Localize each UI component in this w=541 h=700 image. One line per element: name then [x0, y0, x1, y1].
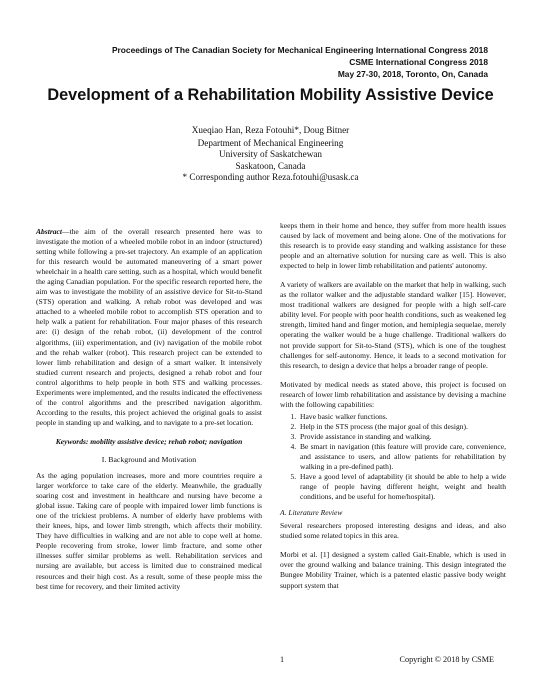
- keywords: Keywords: mobility assistive device; rehab robot; navigation: [55, 436, 243, 446]
- subsection-heading: A. Literature Review: [280, 508, 343, 518]
- right-column: [280, 221, 506, 600]
- author-city: Saskatoon, Canada: [235, 160, 306, 171]
- author-university: University of Saskatchewan: [218, 149, 323, 160]
- body-paragraph: Morbi et al. [1] designed a system called Gait-Enable, which is used in over the ground walking and balance training. This design integrated the Bungee Mobility Trainer, which is a patented elastic passive body weight support system that: [280, 550, 506, 590]
- list-item: 5. Have a good level of adaptability (it should be able to help a wide range of people having different height, weight and health conditions, and be useful for home/hospital).: [298, 472, 506, 502]
- author-block: [0, 125, 541, 183]
- page-number: 1: [280, 655, 285, 664]
- body-paragraph: Several researchers proposed interesting designs and ideas, and also studied some related topics in this area.: [280, 521, 506, 541]
- abstract-text: —the aim of the overall research presented here was to investigate the motion of a wheeled mobile robot in an indoor (structured) setting while following a pre-set trajectory. An example of an application for this research would be automated maneuvering of a smart power wheelchair in a health care setting, such as a hospital, which would benefit the aging Canadian population. For the specific research reported here, the aim was to investigate the mobility of an assistive device for Sit-to-Stand (STS) operation and walking. A rehab robot was developed and was attached to a wheeled mobile robot to accomplish STS operation and to help walk a patient for rehabilitation. Four major phases of this research are: (i) design of the rehab robot, (ii) development of the control algorithms, (iii) experimentation, and (iv) navigation of the mobile robot and the rehab walker (robot). This research project can be extended to lower limb rehabilitation and design of a smart walker. It intensively studied current research and projects, designed a rehab robot and four control algorithms to help people in both STS and walking processes. Experiments were implemented, and the results indicated the effectiveness of the control algorithms and the prescribed navigation algorithm. According to the results, this project achieved the original goals to assist people in standing up and walking, and to navigate to a pre-set location.: [36, 227, 262, 427]
- capabilities-list: [280, 412, 506, 502]
- section-heading: I. Background and Motivation: [101, 454, 197, 464]
- list-item: 3. Provide assistance in standing and walking.: [298, 432, 506, 442]
- corresponding-author: * Corresponding author Reza.fotouhi@usask.ca: [182, 171, 359, 182]
- body-paragraph: Motivated by medical needs as stated above, this project is focused on research of lower limb rehabilitation and assistance by devising a machine with the following capabilities:: [280, 379, 506, 409]
- copyright-notice: Copyright © 2018 by CSME: [399, 655, 494, 664]
- list-item: 2. Help in the STS process (the major goal of this design).: [298, 422, 506, 432]
- congress-name: CSME International Congress 2018: [349, 57, 488, 68]
- paper-title: Development of a Rehabilitation Mobility Assistive Device: [47, 86, 494, 104]
- author-department: Department of Mechanical Engineering: [197, 138, 344, 149]
- left-column: [36, 227, 262, 601]
- body-paragraph: keeps them in their home and hence, they suffer from more health issues caused by lack of movement and being alone. One of the motivations for this research is to provide easy standing and walking assistance for these people and an alternative solution for nursing care as well. This is also expected to help in lower limb rehabilitation and patients' autonomy.: [280, 221, 506, 271]
- list-item: 1. Have basic walker functions.: [298, 412, 506, 422]
- body-paragraph: As the aging population increases, more and more countries require a larger workforce to take care of the elderly. Meanwhile, the gradually soaring cost and investment in healthcare and nursing have become a global issue. Taking care of people with impaired lower limb functions is one of the trickiest problems. A number of elderly have problems with their knees, hips, and lower limb strength, which affects their mobility. They have difficulties in walking and are not able to cope well at home. People recovering from stroke, lower limb fracture, and some other illnesses suffer similar problems as well. Rehabilitation services and nursing are available, but access is limited due to constrained medical resources and their high cost. As a result, some of these people miss the best time for recovery, and their limited activity: [36, 471, 262, 591]
- abstract-paragraph: [36, 227, 262, 428]
- conference-name: Proceedings of The Canadian Society for Mechanical Engineering International Congress 2018: [111, 45, 488, 55]
- author-names: Xueqiao Han, Reza Fotouhi*, Doug Bitner: [191, 125, 350, 135]
- list-item: 4. Be smart in navigation (this feature will provide care, convenience, and assistance to users, and allow patients for rehabilitation by walking in a pre-defined path).: [298, 442, 506, 472]
- conference-header: [68, 44, 488, 81]
- conference-date-location: May 27-30, 2018, Toronto, On, Canada: [337, 69, 488, 80]
- abstract-label: Abstract: [36, 227, 62, 236]
- body-paragraph: A variety of walkers are available on the market that help in walking, such as the rollator walker and the adjustable standard walker [15]. However, most traditional walkers are designed for people with a high self-care ability level. For people with poor health conditions, such as weakened leg strength, limited hand and finger motion, and hemiplegia sequelae, merely operating the walker would be a huge challenge. Traditional walkers do not provide support for Sit-to-Stand (STS), which is one of the toughest challenges for self-autonomy. Hence, it leads to a second motivation for this research, to design a device that helps a broader range of people.: [280, 280, 506, 370]
